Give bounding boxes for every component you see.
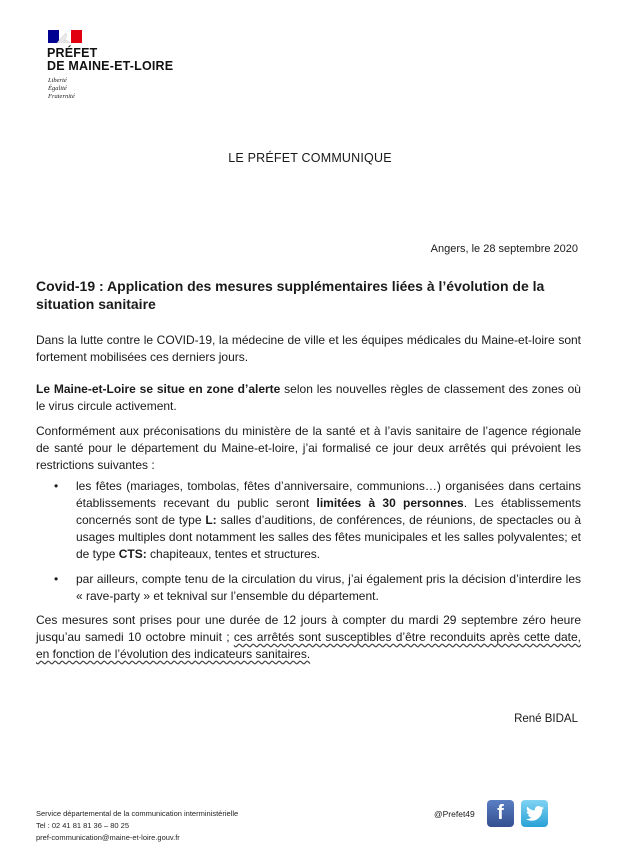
prefecture-name	[47, 47, 173, 73]
headline: Covid-19 : Application des mesures supplémentaires liées à l’évolution de la situation sanitaire	[36, 278, 545, 312]
duration-text: Ces mesures sont prises pour une durée de 12 jours à compter du mardi 29 septembre zéro heure jusqu’au samedi 10 octobre minuit ;	[36, 613, 581, 644]
bullet-icon: •	[54, 479, 59, 493]
bullet-text: salles d’auditions, de conférences, de réunions, de spectacles ou à usages multiples dont notamment les salles des fêtes municipales et les salles polyvalentes; et de type	[76, 513, 581, 561]
bullet-text: . Les établissements concernés sont de type	[76, 496, 582, 527]
footer-phone: Tel : 02 41 81 81 36 – 80 25	[36, 821, 129, 830]
motto-liberte: Liberté	[48, 77, 67, 84]
prefecture-title-line1: PRÉFET	[47, 46, 98, 60]
twitter-icon[interactable]	[521, 800, 548, 827]
footer-service: Service départemental de la communication interministérielle	[36, 809, 239, 818]
paragraph-alert-zone	[36, 381, 581, 415]
republic-motto	[48, 77, 75, 101]
signature: René BIDAL	[514, 713, 578, 725]
footer-email[interactable]: pref-communication@maine-et-loire.gouv.fr	[36, 833, 180, 842]
paragraph-duration	[36, 612, 581, 663]
release-date: Angers, le 28 septembre 2020	[430, 243, 578, 255]
motto-egalite: Égalité	[48, 85, 67, 92]
bullet-text: les fêtes (mariages, tombolas, fêtes d’anniversaire, communions…) organisées dans certains établissements recevant du public seront	[76, 479, 581, 510]
bullet-text: chapiteaux, tentes et structures.	[146, 547, 321, 561]
renewal-text: ces arrêtés sont susceptibles d’être reconduits après cette date, en fonction de l’évolution des indicateurs sanitaires.	[36, 630, 582, 661]
paragraph-decrees: Conformément aux préconisations du ministère de la santé et à l’avis sanitaire de l’agence régionale de santé pour le département du Maine-et-loire, j’ai formalisé ce jour deux arrêtés qui prévoient les restrictions suivantes :	[36, 424, 581, 472]
prefecture-title-line2: DE MAINE-ET-LOIRE	[47, 59, 174, 73]
type-l-bold: L:	[205, 513, 217, 527]
list-item	[36, 571, 581, 605]
bullet-text: par ailleurs, compte tenu de la circulation du virus, j’ai également pris la décision d’interdire les « rave-party » et teknival sur l’ensemble du département.	[76, 572, 581, 603]
motto-fraternite: Fraternité	[48, 93, 75, 100]
footer-contact	[36, 808, 238, 844]
restrictions-list	[36, 478, 581, 613]
facebook-icon[interactable]: f	[487, 800, 514, 827]
communique-heading: LE PRÉFET COMMUNIQUE	[228, 151, 392, 165]
twitter-handle[interactable]: @Prefet49	[434, 809, 475, 819]
type-cts-bold: CTS:	[118, 547, 147, 561]
marianne-logo	[48, 30, 82, 43]
paragraph-intro: Dans la lutte contre le COVID-19, la médecine de ville et les équipes médicales du Maine-et-loire sont fortement mobilisées ces derniers jours.	[36, 333, 581, 364]
bullet-icon: •	[54, 572, 59, 586]
limit-bold: limitées à 30 personnes	[316, 496, 464, 510]
list-item	[36, 478, 581, 563]
alert-zone-bold: Le Maine-et-Loire se situe en zone d’alerte	[36, 382, 281, 396]
alert-zone-text: selon les nouvelles règles de classement des zones où le virus circule activement.	[36, 382, 581, 413]
